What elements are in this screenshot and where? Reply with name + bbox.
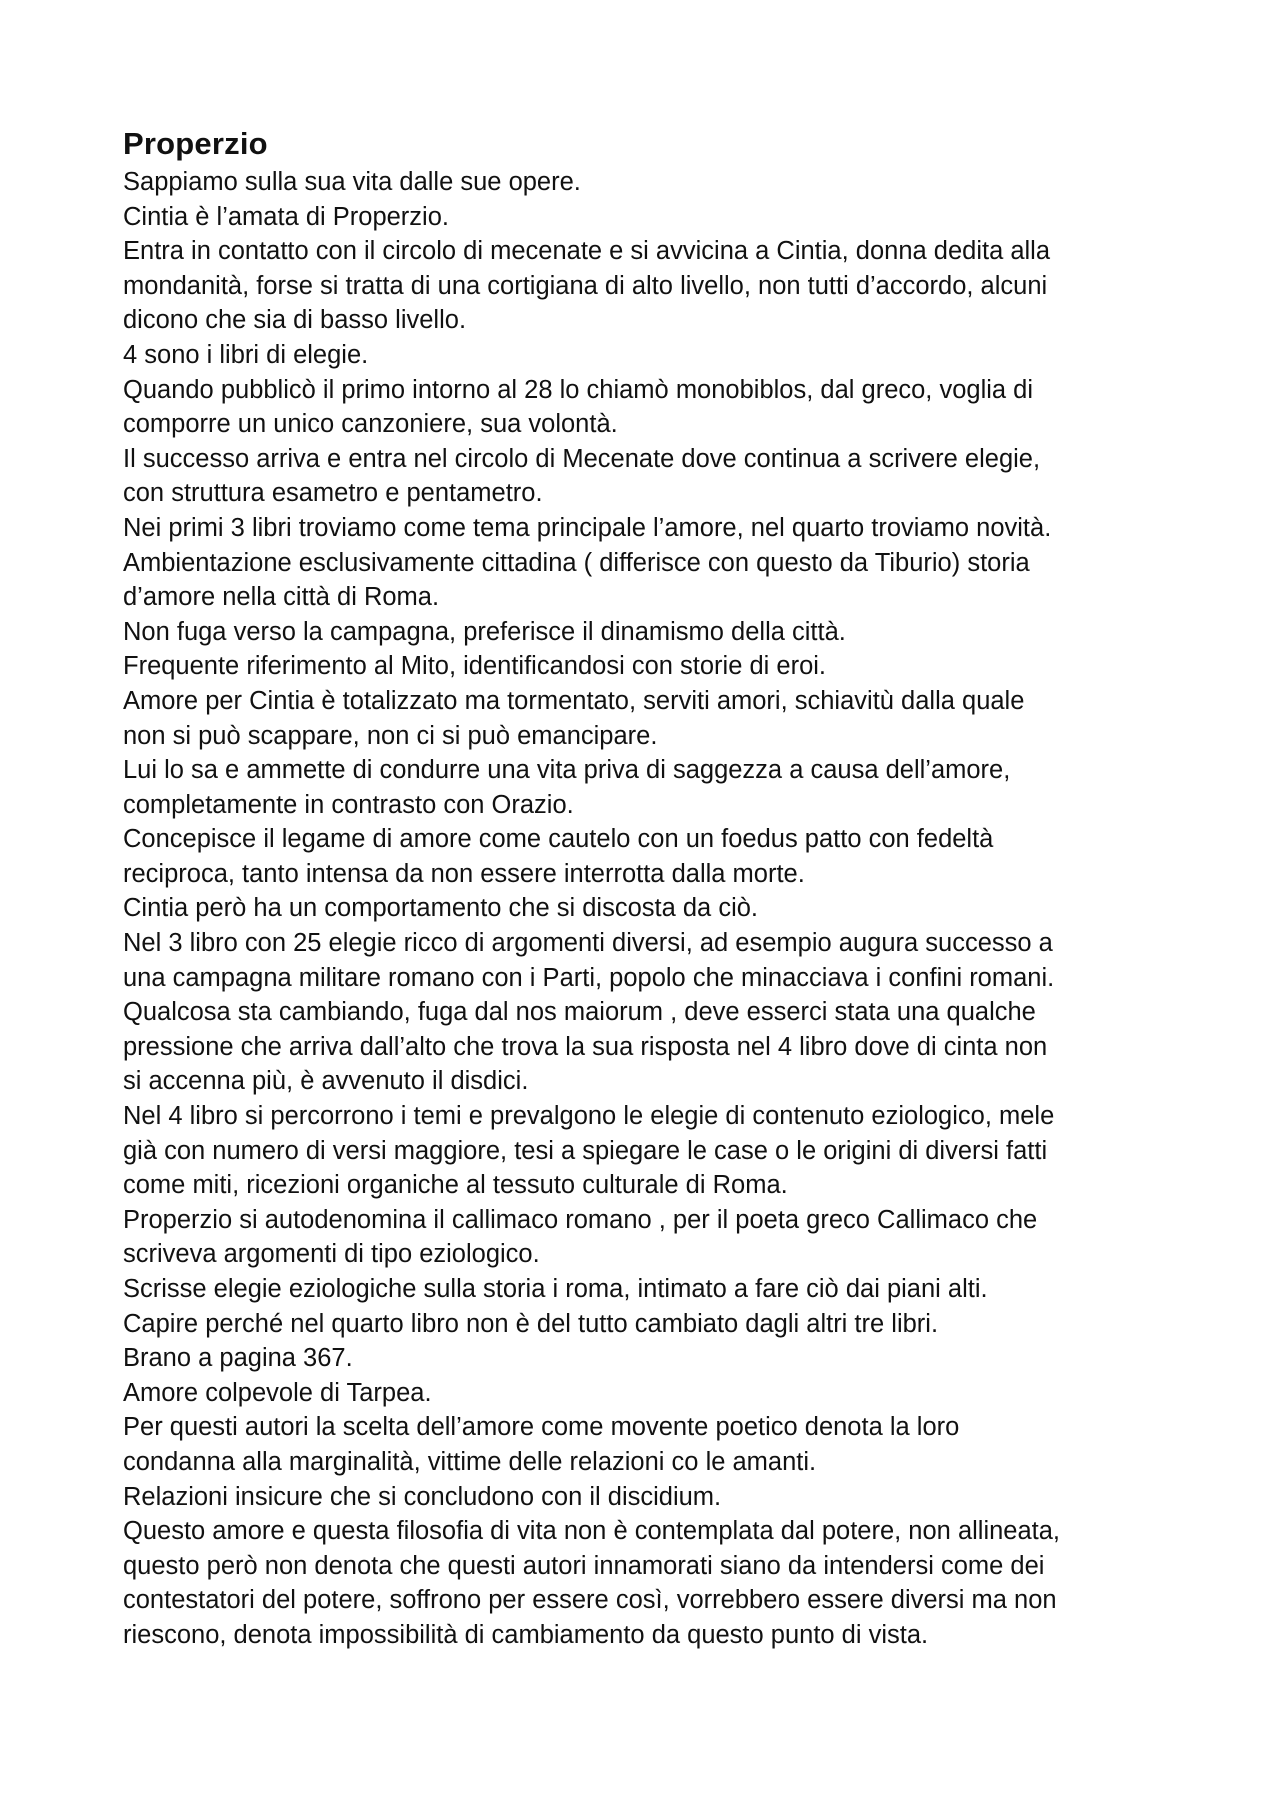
body-line: Nel 3 libro con 25 elegie ricco di argomenti diversi, ad esempio augura successo a	[123, 929, 1053, 958]
body-line: Scrisse elegie eziologiche sulla storia i roma, intimato a fare ciò dai piani alti.	[123, 1275, 988, 1303]
body-line: Sappiamo sulla sua vita dalle sue opere.	[123, 168, 581, 196]
body-line: Non fuga verso la campagna, preferisce il dinamismo della città.	[123, 617, 846, 646]
body-line: questo però non denota che questi autori innamorati siano da intendersi come dei	[123, 1551, 1045, 1580]
body-line: contestatori del potere, soffrono per essere così, vorrebbero essere diversi ma non	[123, 1586, 1057, 1615]
body-line: Concepisce il legame di amore come cautelo con un foedus patto con fedeltà	[123, 825, 994, 854]
body-line: comporre un unico canzoniere, sua volontà.	[123, 410, 618, 439]
document-content	[123, 124, 1183, 1653]
body-line: completamente in contrasto con Orazio.	[123, 790, 574, 819]
body-line: Cintia è l’amata di Properzio.	[123, 202, 449, 231]
body-line: con struttura esametro e pentametro.	[123, 479, 543, 508]
body-line: Qualcosa sta cambiando, fuga dal nos maiorum , deve esserci stata una qualche	[123, 998, 1036, 1027]
body-line: Nei primi 3 libri troviamo come tema principale l’amore, nel quarto troviamo novità.	[123, 513, 1052, 542]
body-line: Questo amore e questa filosofia di vita non è contemplata dal potere, non allineata,	[123, 1517, 1061, 1546]
body-line: Amore per Cintia è totalizzato ma tormentato, serviti amori, schiavitù dalla quale	[123, 686, 1025, 715]
body-line: mondanità, forse si tratta di una cortigiana di alto livello, non tutti d’accordo, alcuni	[123, 271, 1048, 300]
body-line: pressione che arriva dall’alto che trova la sua risposta nel 4 libro dove di cinta non	[123, 1032, 1048, 1061]
body-line: scriveva argomenti di tipo eziologico.	[123, 1240, 540, 1269]
body-line: reciproca, tanto intensa da non essere interrotta dalla morte.	[123, 859, 805, 888]
body-line: 4 sono i libri di elegie.	[123, 340, 369, 369]
body-line: una campagna militare romano con i Parti, popolo che minacciava i confini romani.	[123, 963, 1055, 992]
body-line: Relazioni insicure che si concludono con il discidium.	[123, 1482, 722, 1511]
body-line: Brano a pagina 367.	[123, 1344, 353, 1373]
body-line: Frequente riferimento al Mito, identificandosi con storie di eroi.	[123, 652, 827, 681]
body-line: Amore colpevole di Tarpea.	[123, 1378, 432, 1407]
body-line: Capire perché nel quarto libro non è del tutto cambiato dagli altri tre libri.	[123, 1309, 939, 1338]
document-title: Properzio	[123, 126, 268, 161]
body-line: Per questi autori la scelta dell’amore come movente poetico denota la loro	[123, 1413, 960, 1442]
body-line: d’amore nella città di Roma.	[123, 583, 440, 612]
body-line: come miti, ricezioni organiche al tessuto culturale di Roma.	[123, 1171, 788, 1200]
body-line: Ambientazione esclusivamente cittadina ( differisce con questo da Tiburio) storia	[123, 548, 1030, 577]
body-line: condanna alla marginalità, vittime delle relazioni co le amanti.	[123, 1447, 817, 1476]
body-line: Lui lo sa e ammette di condurre una vita priva di saggezza a causa dell’amore,	[123, 756, 1011, 785]
body-line: già con numero di versi maggiore, tesi a spiegare le case o le origini di diversi fatti	[123, 1136, 1048, 1165]
body-line: dicono che sia di basso livello.	[123, 306, 467, 335]
body-line: Quando pubblicò il primo intorno al 28 lo chiamò monobiblos, dal greco, voglia di	[123, 375, 1034, 404]
body-line: si accenna più, è avvenuto il disdici.	[123, 1067, 529, 1096]
body-line: Cintia però ha un comportamento che si discosta da ciò.	[123, 894, 759, 923]
body-line: non si può scappare, non ci si può emancipare.	[123, 721, 658, 750]
body-line: Entra in contatto con il circolo di mecenate e si avvicina a Cintia, donna dedita alla	[123, 237, 1051, 266]
body-line: Nel 4 libro si percorrono i temi e prevalgono le elegie di contenuto eziologico, mele	[123, 1102, 1055, 1131]
body-line: riescono, denota impossibilità di cambiamento da questo punto di vista.	[123, 1620, 929, 1649]
document-body	[123, 165, 1183, 1653]
body-line: Il successo arriva e entra nel circolo di Mecenate dove continua a scrivere elegie,	[123, 444, 1041, 473]
body-line: Properzio si autodenomina il callimaco romano , per il poeta greco Callimaco che	[123, 1205, 1038, 1234]
